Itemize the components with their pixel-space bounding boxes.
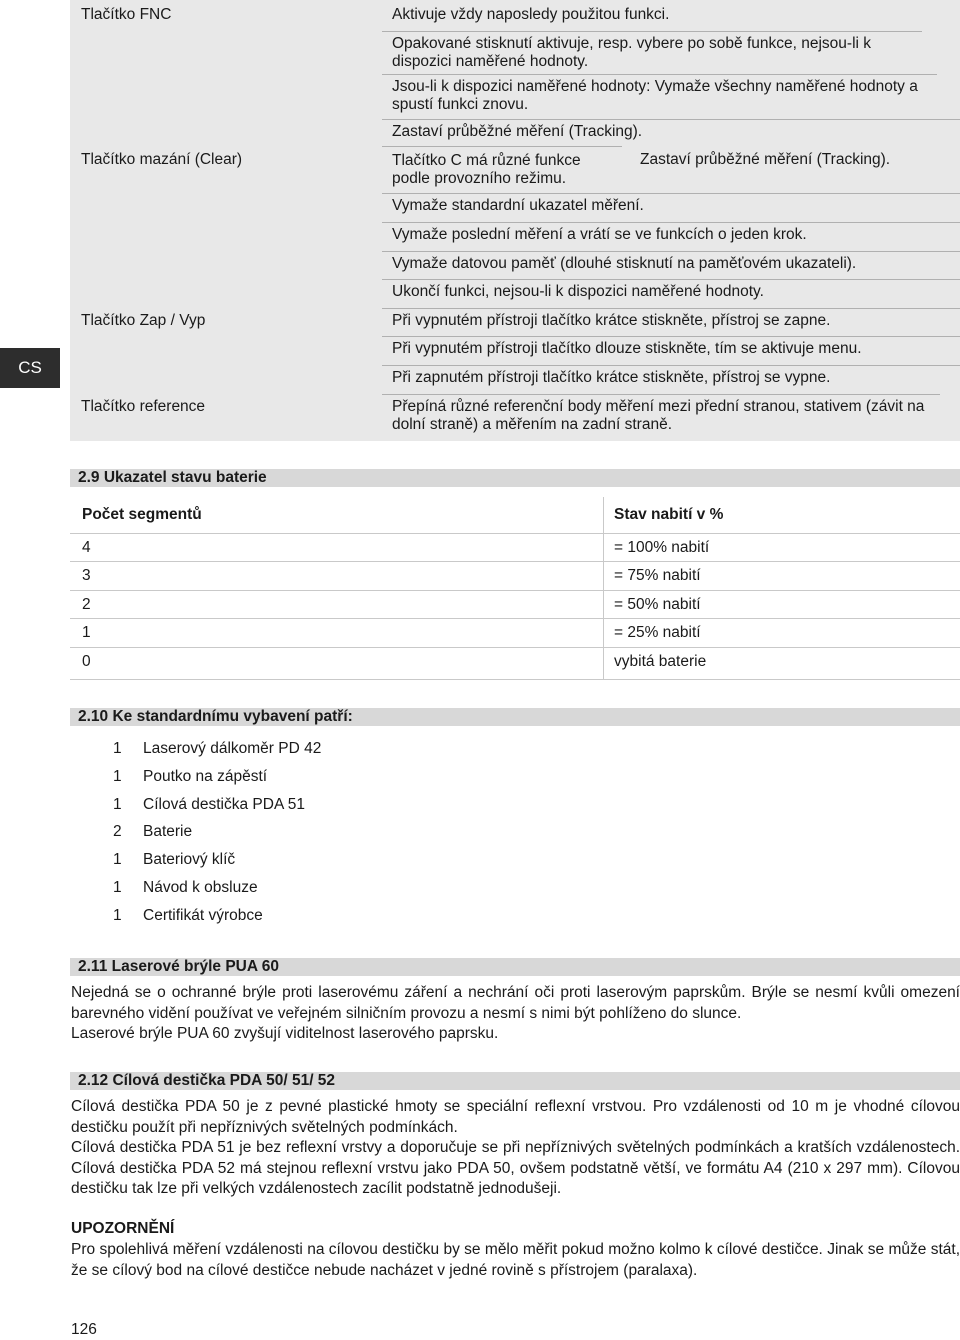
segment-count: 2	[82, 596, 91, 613]
item-name: Poutko na zápěstí	[143, 768, 268, 785]
paragraph: Nejedná se o ochranné brýle proti laserovému záření a nechrání oči proti laserovým paprskům. Brýle se nesmí kvůli omezení barevného vidění používat ve veřejném silničním provozu a nesmí s nimi být pohlíženo do slunce.	[71, 984, 960, 1022]
table-row	[70, 533, 960, 562]
segment-count: 3	[82, 567, 91, 584]
segment-count: 4	[82, 539, 91, 556]
charge-state: vybitá baterie	[614, 653, 707, 670]
term-onoff: Tlačítko Zap / Vyp	[81, 312, 206, 329]
item-qty: 1	[113, 796, 122, 813]
item-qty: 1	[113, 851, 122, 868]
section-heading-laser-glasses: 2.11 Laserové brýle PUA 60	[70, 958, 960, 976]
warning-text: Pro spolehlivá měření vzdálenosti na cílovou destičku by se mělo měřit pokud možno kolmo k cílové destičce. Jinak se může stát, že se cílový bod na cílové destičce nebude nacházet v jedné rovině s přístrojem (paralaxa).	[71, 1241, 960, 1279]
table-row	[70, 647, 960, 676]
term-fnc: Tlačítko FNC	[81, 6, 172, 23]
desc-onoff-1: Při vypnutém přístroji tlačítko krátce stiskněte, přístroj se zapne.	[382, 308, 960, 330]
paragraph: Cílová destička PDA 50 je z pevné plastické hmoty se speciální reflexní vrstvou. Pro vzdálenosti od 10 m je vhodné cílovou destičku použít při nepříznivých světelných podmínkách.	[71, 1098, 960, 1136]
page-number: 126	[71, 1321, 97, 1338]
desc-clear-2: Vymaže standardní ukazatel měření.	[382, 193, 960, 215]
laser-glasses-text	[71, 983, 960, 1045]
item-name: Baterie	[143, 823, 193, 840]
item-name: Cílová destička PDA 51	[143, 796, 305, 813]
segment-count: 0	[82, 653, 91, 670]
paragraph: Laserové brýle PUA 60 zvyšují viditelnost laserového paprsku.	[71, 1025, 499, 1042]
item-name: Návod k obsluze	[143, 879, 258, 896]
table-bottom-rule	[70, 679, 960, 680]
item-qty: 1	[113, 768, 122, 785]
term-clear: Tlačítko mazání (Clear)	[81, 151, 243, 168]
section-heading-target-plate: 2.12 Cílová destička PDA 50/ 51/ 52	[70, 1072, 960, 1090]
charge-state: = 50% nabití	[614, 596, 701, 613]
desc-clear-3: Vymaže poslední měření a vrátí se ve funkcích o jeden krok.	[382, 222, 960, 244]
desc-clear-intro: Tlačítko C má různé funkce podle provozního režimu.	[382, 146, 622, 188]
desc-clear-5: Ukončí funkci, nejsou-li k dispozici naměřené hodnoty.	[382, 279, 960, 301]
list-item	[113, 822, 192, 842]
charge-state: = 100% nabití	[614, 539, 710, 556]
warning-heading: UPOZORNĚNÍ	[71, 1220, 175, 1237]
list-item	[113, 739, 321, 759]
list-item	[113, 878, 258, 898]
paragraph: Cílová destička PDA 51 je bez reflexní vrstvy a doporučuje se při nepříznivých světelných podmínkách a kratších vzdálenostech. Cílová destička PDA 52 má stejnou reflexní vrstvu jako PDA 50, ovšem podstatně větší, ve formátu A4 (210 x 297 mm). Cílovou destičku tak lze při velkých vzdálenostech zacílit podstatně jednodušeji.	[71, 1139, 960, 1197]
table-row	[70, 618, 960, 647]
item-name: Laserový dálkoměr PD 42	[143, 740, 322, 757]
table-row	[70, 561, 960, 590]
list-item	[113, 795, 305, 815]
desc-clear-4: Vymaže datovou paměť (dlouhé stisknutí na paměťovém ukazateli).	[382, 251, 960, 273]
table-column-divider	[603, 497, 604, 680]
item-name: Bateriový klíč	[143, 851, 236, 868]
list-item	[113, 767, 267, 787]
term-reference: Tlačítko reference	[81, 398, 206, 415]
battery-col-charge: Stav nabití v %	[614, 506, 724, 523]
table-row	[70, 590, 960, 619]
desc-onoff-3: Při zapnutém přístroji tlačítko krátce stiskněte, přístroj se vypne.	[382, 365, 960, 387]
desc-onoff-2: Při vypnutém přístroji tlačítko dlouze stiskněte, tím se aktivuje menu.	[382, 336, 960, 358]
section-heading-equipment: 2.10 Ke standardnímu vybavení patří:	[70, 708, 960, 726]
battery-col-segments: Počet segmentů	[82, 506, 202, 523]
battery-table-header	[70, 498, 960, 532]
list-item	[113, 906, 263, 926]
charge-state: = 75% nabití	[614, 567, 701, 584]
desc-clear-1: Zastaví průběžné měření (Tracking).	[640, 151, 891, 168]
language-tab: CS	[0, 348, 60, 388]
desc-fnc-2: Opakované stisknutí aktivuje, resp. vybere po sobě funkce, nejsou-li k dispozici naměřené hodnoty.	[382, 31, 922, 71]
desc-fnc-1: Aktivuje vždy naposledy použitou funkci.	[392, 6, 670, 23]
desc-reference-1: Přepíná různé referenční body měření mezi přední stranou, stativem (závit na dolní straně) a měřením na zadní straně.	[382, 394, 940, 434]
target-plate-text	[71, 1097, 960, 1200]
charge-state: = 25% nabití	[614, 624, 701, 641]
item-qty: 1	[113, 740, 122, 757]
desc-fnc-3: Jsou-li k dispozici naměřené hodnoty: Vymaže všechny naměřené hodnoty a spustí funkci znovu.	[382, 74, 937, 114]
section-heading-battery: 2.9 Ukazatel stavu baterie	[70, 469, 960, 487]
item-name: Certifikát výrobce	[143, 907, 263, 924]
item-qty: 2	[113, 823, 122, 840]
list-item	[113, 850, 235, 870]
item-qty: 1	[113, 907, 122, 924]
desc-fnc-4: Zastaví průběžné měření (Tracking).	[382, 119, 960, 141]
segment-count: 1	[82, 624, 91, 641]
item-qty: 1	[113, 879, 122, 896]
